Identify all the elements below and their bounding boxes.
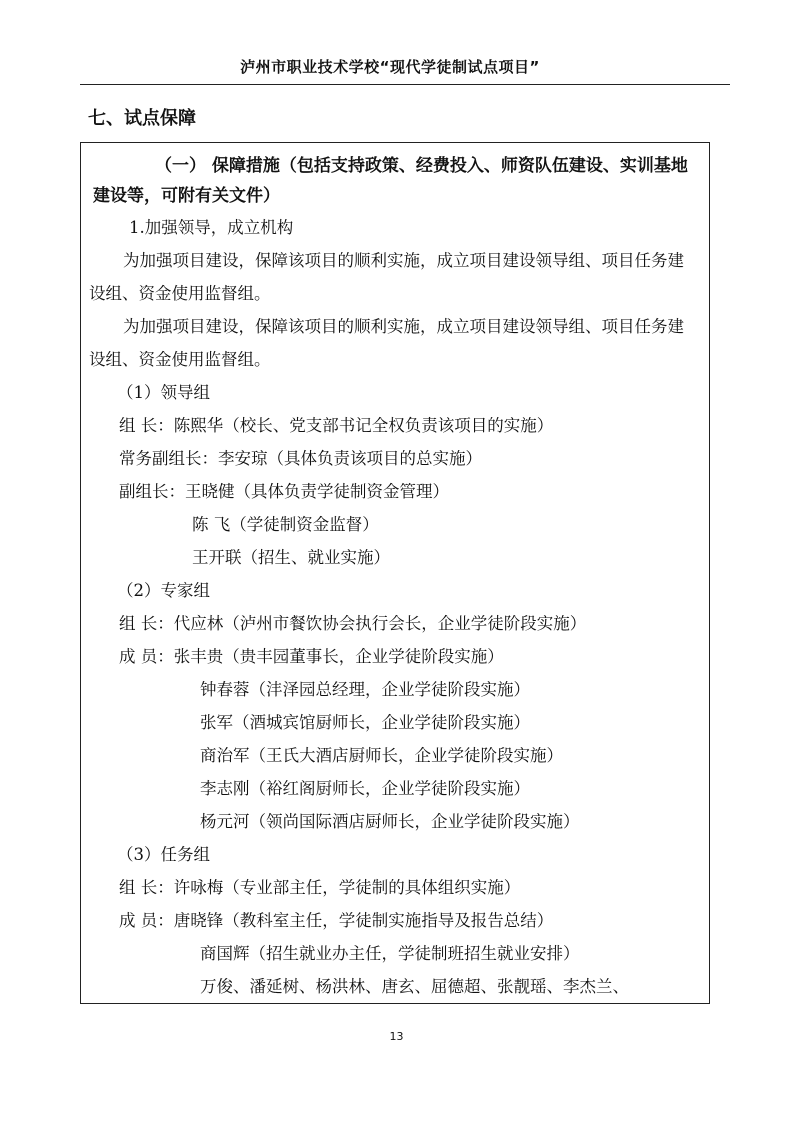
group-members-label: 成 员：唐晓锋（教科室主任，学徒制实施指导及报告总结） bbox=[119, 911, 554, 930]
member-item: 商治军（王氏大酒店厨师长，企业学徒阶段实施） bbox=[200, 746, 563, 765]
member-item: 张军（酒城宾馆厨师长，企业学徒阶段实施） bbox=[200, 713, 530, 732]
group-deputy: 副组长：王晓健（具体负责学徒制资金管理） bbox=[119, 482, 449, 501]
group-title: （3）任务组 bbox=[117, 845, 210, 864]
group-exec-deputy: 常务副组长：李安琼（具体负责该项目的总实施） bbox=[119, 449, 482, 468]
page-number: 13 bbox=[389, 1030, 404, 1043]
group-leader: 组 长：许咏梅（专业部主任，学徒制的具体组织实施） bbox=[119, 878, 521, 897]
group-title: （2）专家组 bbox=[117, 581, 210, 600]
header-rule bbox=[80, 84, 730, 85]
member-item: 李志刚（裕红阁厨师长，企业学徒阶段实施） bbox=[200, 779, 530, 798]
paragraph: 为加强项目建设，保障该项目的顺利实施，成立项目建设领导组、项目任务建设组、资金使用监督组。 bbox=[89, 317, 684, 369]
section-title: 七、试点保障 bbox=[88, 108, 196, 129]
paragraph: 为加强项目建设，保障该项目的顺利实施，成立项目建设领导组、项目任务建设组、资金使用监督组。 bbox=[89, 251, 684, 303]
member-item: 商国辉（招生就业办主任，学徒制班招生就业安排） bbox=[200, 944, 580, 963]
member-item: 杨元河（领尚国际酒店厨师长，企业学徒阶段实施） bbox=[200, 812, 580, 831]
group-leader: 组 长：代应林（泸州市餐饮协会执行会长，企业学徒阶段实施） bbox=[119, 614, 587, 633]
group-leader: 组 长：陈熙华（校长、党支部书记全权负责该项目的实施） bbox=[119, 416, 554, 435]
member-item: 钟春蓉（沣泽园总经理，企业学徒阶段实施） bbox=[200, 680, 530, 699]
group-title: （1）领导组 bbox=[117, 383, 210, 402]
group-deputy-item: 陈 飞（学徒制资金监督） bbox=[192, 515, 379, 534]
group-deputy-item: 王开联（招生、就业实施） bbox=[192, 548, 390, 567]
group-members-label: 成 员：张丰贵（贵丰园董事长，企业学徒阶段实施） bbox=[119, 647, 504, 666]
content-box bbox=[80, 142, 710, 1004]
member-item: 万俊、潘延树、杨洪林、唐玄、屈德超、张靓瑶、李杰兰、 bbox=[200, 977, 629, 996]
page-header-title: 泸州市职业技术学校“现代学徒制试点项目” bbox=[240, 58, 540, 76]
subsection-heading: （一） 保障措施（包括支持政策、经费投入、师资队伍建设、实训基地建设等，可附有关文件） bbox=[93, 156, 688, 206]
item-heading: 1.加强领导，成立机构 bbox=[129, 218, 294, 237]
